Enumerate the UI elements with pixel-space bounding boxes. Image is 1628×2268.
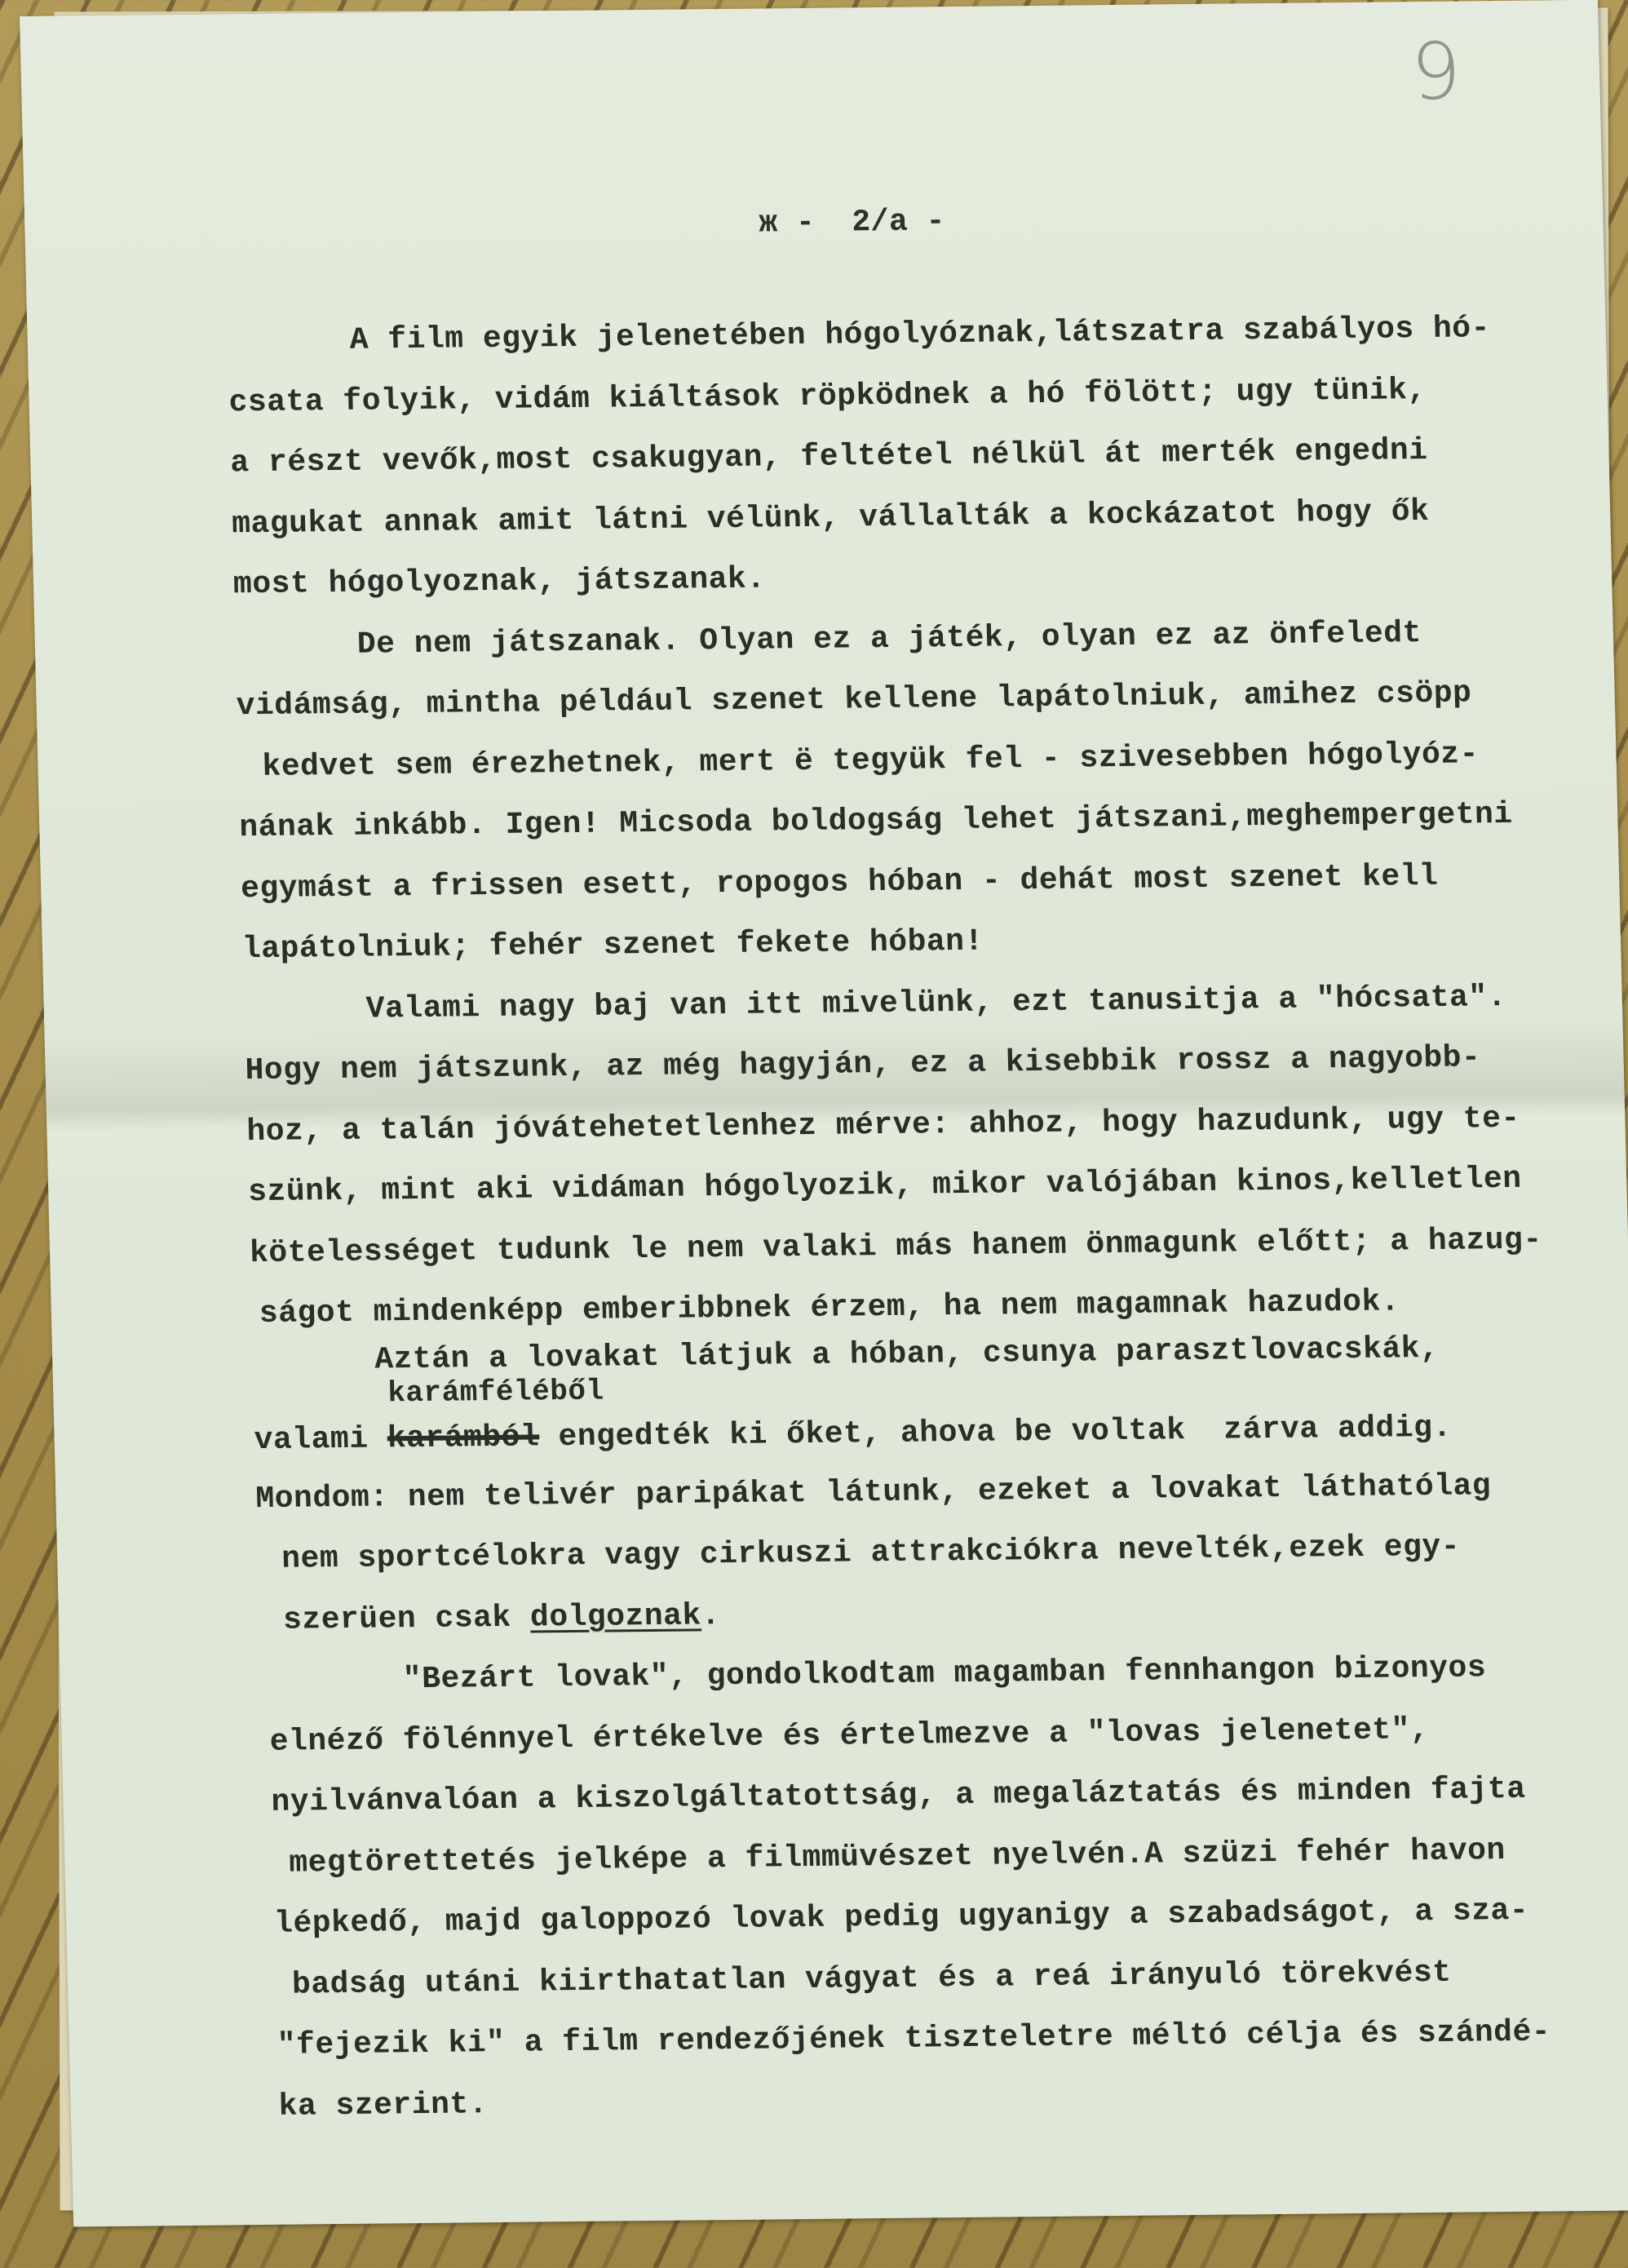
page-header: ж - 2/a - [758, 204, 945, 241]
paragraph-2-line-1: De nem játszanak. Olyan ez a játék, olyan ez az önfeledt [356, 615, 1422, 662]
paragraph-3-line-2: Hogy nem játszunk, az még hagyján, ez a kisebbik rossz a nagyobb- [245, 1040, 1481, 1089]
paragraph-1-line-1: A film egyik jelenetében hógolyóznak,látszatra szabályos hó- [349, 311, 1491, 358]
paragraph-3-line-4: szünk, mint aki vidáman hógolyozik, mikor valójában kinos,kelletlen [247, 1161, 1523, 1211]
typed-insertion: karámféléből [387, 1374, 605, 1410]
paragraph-1-line-4: magukat annak amit látni vélünk, vállalták a kockázatot hogy ők [231, 494, 1430, 542]
paragraph-5-line-8: ka szerint. [278, 2086, 489, 2124]
paragraph-4-line-3: Mondom: nem telivér paripákat látunk, ezeket a lovakat láthatólag [254, 1468, 1492, 1517]
paragraph-4-line-5-after: . [701, 1597, 721, 1633]
handwritten-page-number: 9 [1409, 25, 1462, 118]
paragraph-4-line-4: nem sportcélokra vagy cirkuszi attrakciókra nevelték,ezek egy- [281, 1529, 1461, 1577]
paragraph-2-line-5: egymást a frissen esett, ropogos hóban - dehát most szenet kell [240, 858, 1439, 906]
paragraph-5-line-3: nyilvánvalóan a kiszolgáltatottság, a megaláztatás és minden fajta [271, 1771, 1527, 1820]
paragraph-4-line-2-after: engedték ki őket, ahova be voltak zárva addig. [538, 1410, 1453, 1455]
paragraph-1-line-2: csata folyik, vidám kiáltások röpködnek a hó fölött; ugy tünik, [228, 372, 1427, 420]
struck-out-word: karámból [387, 1419, 540, 1456]
document-body [227, 298, 1617, 2137]
paragraph-5-line-1: "Bezárt lovak", gondolkodtam magamban fennhangon bizonyos [402, 1650, 1487, 1698]
underlined-word: dolgoznak [529, 1597, 702, 1636]
paragraph-4-line-5-before: szerüen csak [282, 1600, 531, 1638]
paragraph-4-line-2-before: valami [254, 1420, 388, 1458]
paragraph-5-line-2: elnéző fölénnyel értékelve és értelmezve a "lovas jelenetet", [269, 1712, 1430, 1760]
paragraph-3-line-5: kötelességet tudunk le nem valaki más hanem önmagunk előtt; a hazug- [249, 1222, 1543, 1271]
paragraph-2-line-4: nának inkább. Igen! Micsoda boldogság lehet játszani,meghempergetni [238, 796, 1514, 846]
paragraph-5-line-6: badság utáni kiirthatatlan vágyat és a reá irányuló törekvést [291, 1955, 1452, 2003]
paragraph-3-line-1: Valami nagy baj van itt mivelünk, ezt tanusitja a "hócsata". [365, 979, 1507, 1027]
paragraph-5-line-5: lépkedő, majd galoppozó lovak pedig ugyanigy a szabadságot, a sza- [273, 1893, 1529, 1942]
paragraph-2-line-3: kedvet sem érezhetnek, mert ë tegyük fel - szivesebben hógolyóz- [262, 736, 1480, 785]
paragraph-1-line-3: a részt vevők,most csakugyan, feltétel nélkül át merték engedni [229, 432, 1429, 481]
paragraph-5-line-4: megtörettetés jelképe a filmmüvészet nyelvén.A szüzi fehér havon [288, 1832, 1506, 1881]
paragraph-3-line-6: ságot mindenképp emberibbnek érzem, ha nem magamnak hazudok. [259, 1284, 1400, 1332]
paragraph-1-line-5: most hógolyoznak, játszanak. [232, 561, 767, 603]
paragraph-4-line-1: Aztán a lovakat látjuk a hóban, csunya parasztlovacskák, [374, 1331, 1440, 1378]
paragraph-3-line-3: hoz, a talán jóvátehetetlenhez mérve: ahhoz, hogy hazudunk, ugy te- [246, 1101, 1521, 1150]
paragraph-2-line-6: lapátolniuk; fehér szenet fekete hóban! [241, 924, 984, 968]
typewritten-page [20, 0, 1628, 2226]
paragraph-2-line-2: vidámság, mintha például szenet kellene lapátolniuk, amihez csöpp [236, 676, 1472, 724]
paragraph-5-line-7: "fejezik ki" a film rendezőjének tiszteletre méltó célja és szándé- [276, 2014, 1551, 2063]
